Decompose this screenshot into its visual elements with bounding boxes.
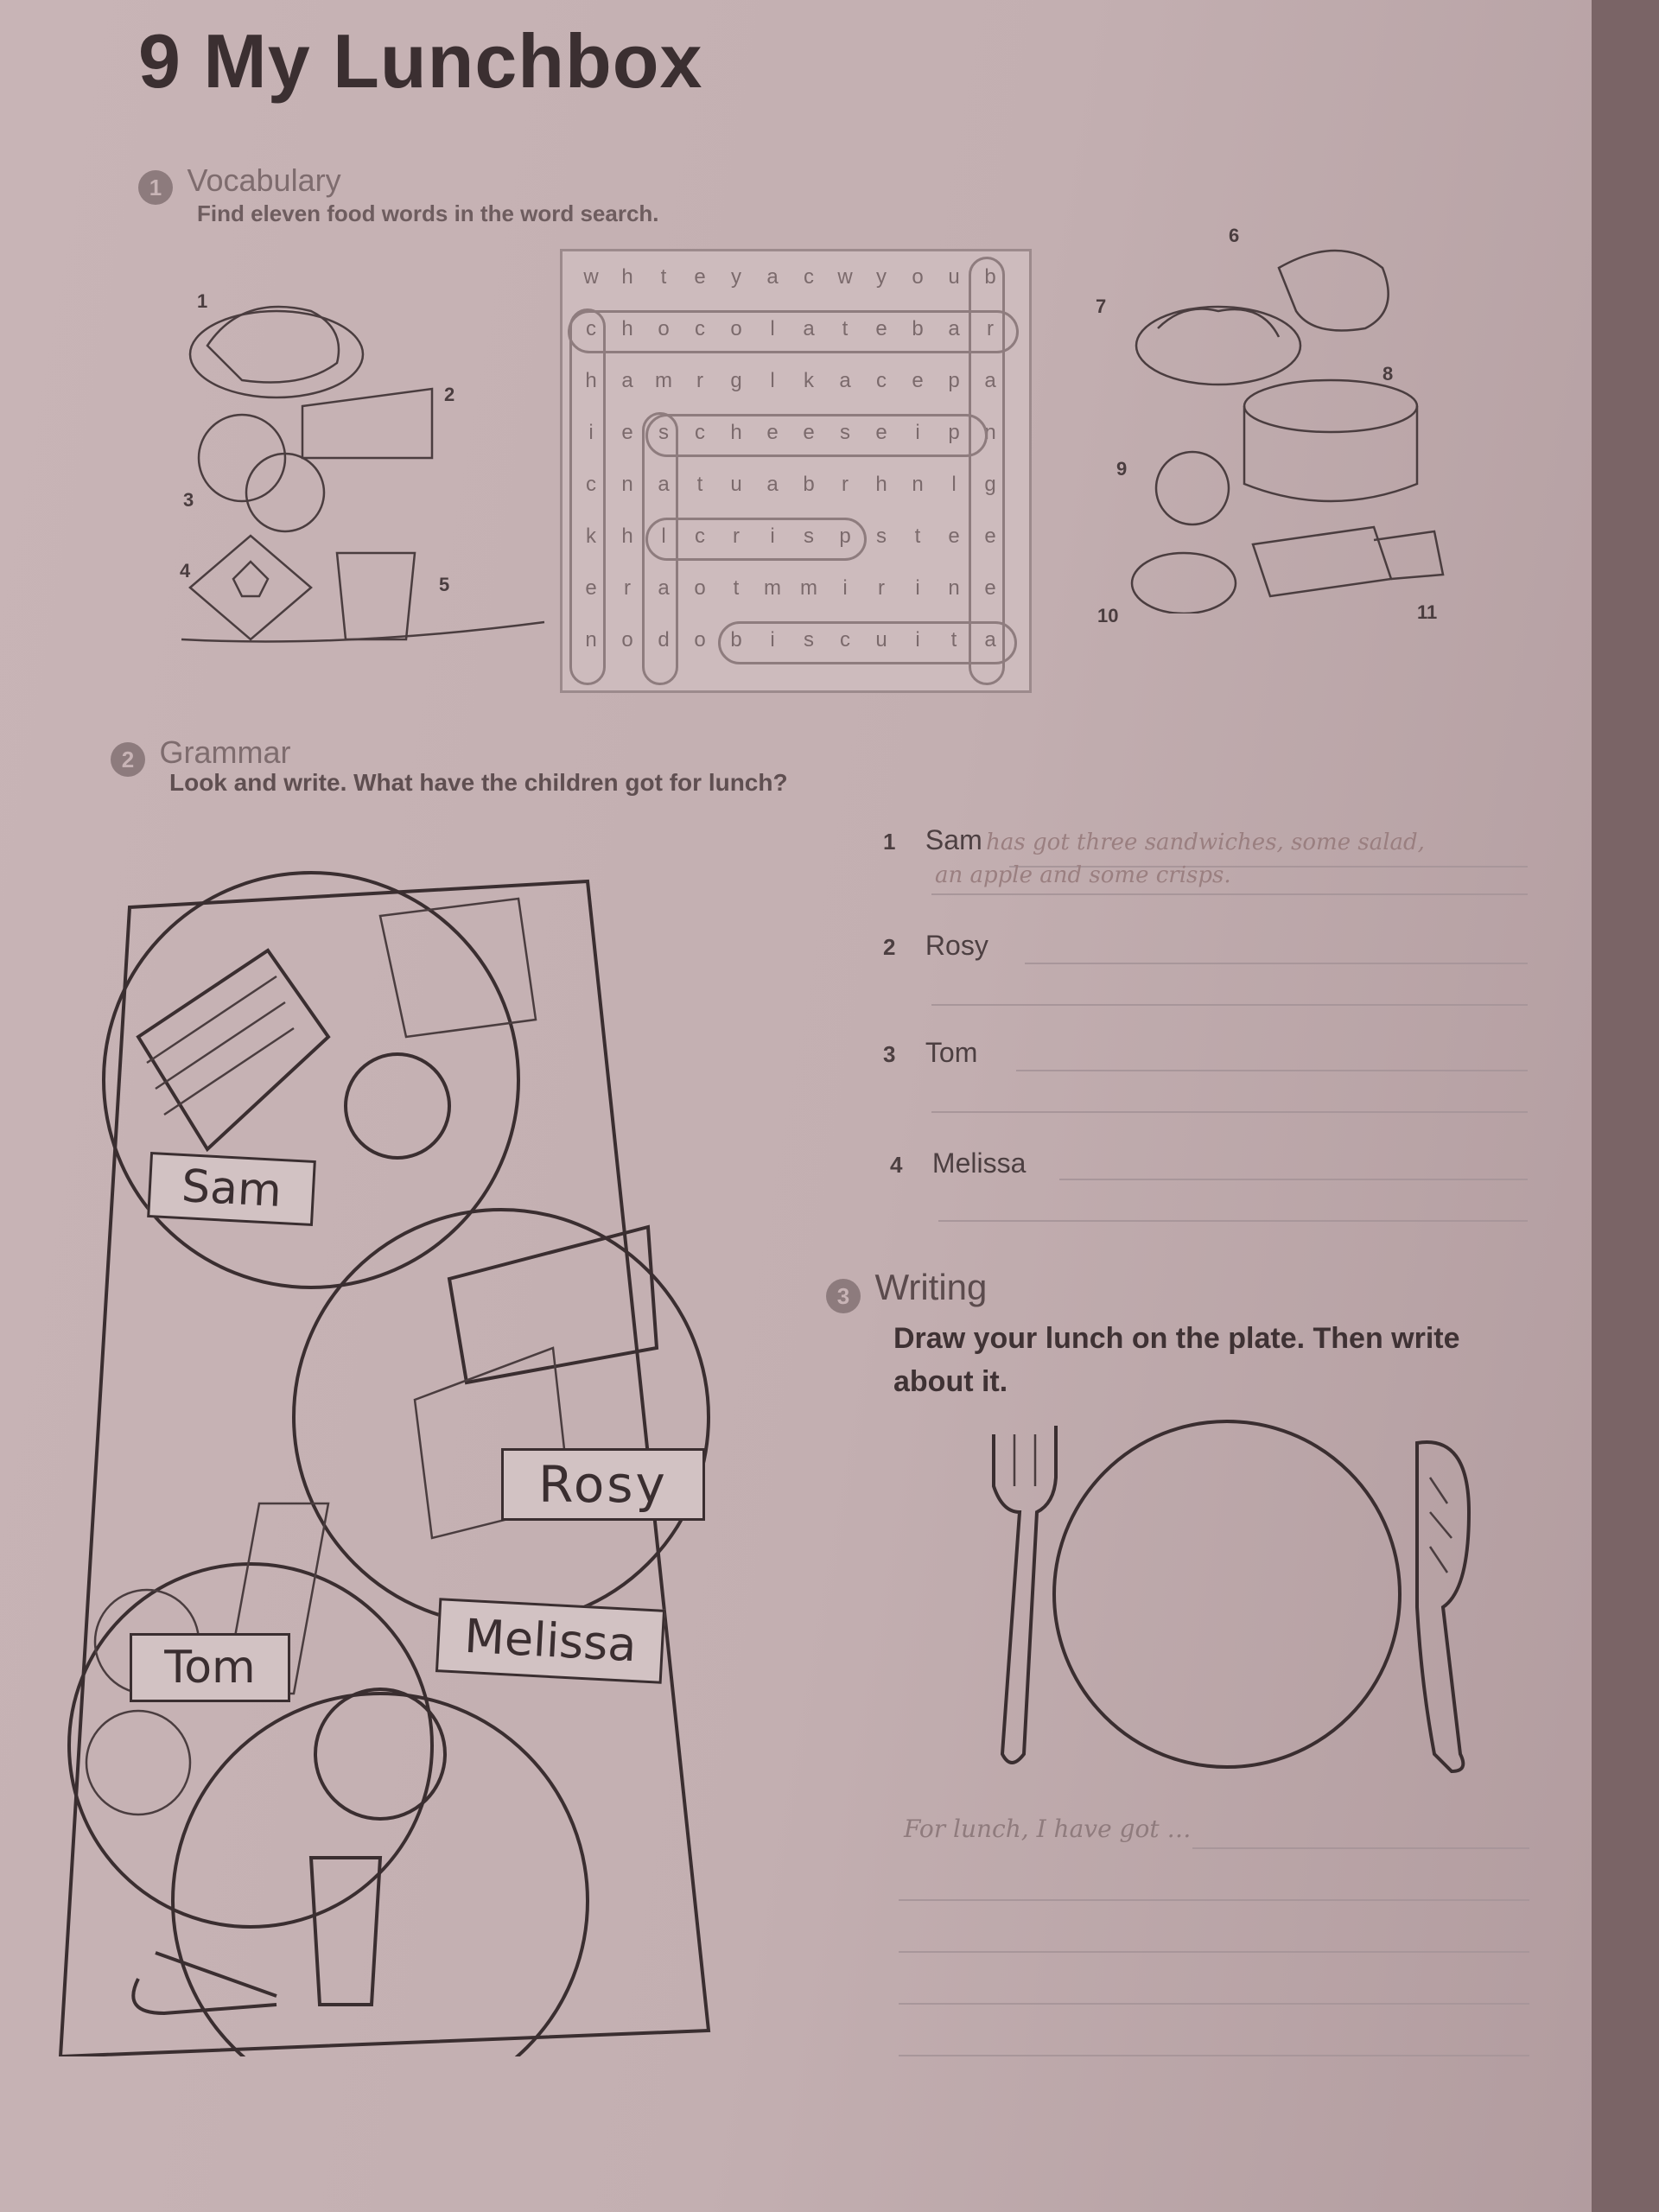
- food-number-3: 3: [183, 489, 194, 511]
- ws-cell: o: [912, 265, 924, 289]
- ws-cell: p: [948, 421, 960, 444]
- food-number-2: 2: [444, 384, 455, 405]
- ws-cell: b: [984, 265, 996, 289]
- ws-cell: a: [766, 265, 779, 289]
- grammar-instruction: Look and write. What have the children got for lunch?: [169, 769, 788, 796]
- ws-cell: c: [695, 421, 705, 444]
- food-illustration-left: [173, 276, 553, 674]
- ws-cell: e: [912, 369, 924, 392]
- ws-cell: r: [696, 369, 703, 392]
- handwritten-answer: has got three sandwiches, some salad,: [986, 830, 1425, 855]
- ws-cell: p: [839, 524, 851, 548]
- grammar-item-3: [883, 1037, 977, 1069]
- found-word-circle: [645, 414, 988, 457]
- item-number: 4: [890, 1152, 903, 1178]
- ws-cell: a: [658, 576, 670, 600]
- ws-cell: b: [912, 317, 924, 340]
- ws-cell: o: [621, 628, 633, 652]
- ws-cell: l: [770, 369, 775, 392]
- ws-cell: c: [876, 369, 887, 392]
- ws-cell: y: [876, 265, 887, 289]
- ws-cell: t: [914, 524, 921, 548]
- item-number: 2: [883, 934, 896, 960]
- ws-cell: h: [621, 524, 633, 548]
- writing-line[interactable]: [899, 2055, 1529, 2056]
- ws-cell: c: [586, 473, 596, 496]
- answer-line[interactable]: [1025, 963, 1528, 964]
- ws-cell: a: [984, 369, 996, 392]
- writing-line[interactable]: [899, 1899, 1529, 1901]
- ws-cell: h: [730, 421, 742, 444]
- ws-cell: m: [764, 576, 781, 600]
- ws-cell: r: [987, 317, 994, 340]
- ws-cell: n: [948, 576, 960, 600]
- unit-title: 9 My Lunchbox: [138, 18, 703, 104]
- word-search-grid: [560, 249, 1032, 693]
- ws-cell: e: [984, 576, 996, 600]
- ws-cell: t: [733, 576, 740, 600]
- writing-line[interactable]: [899, 2003, 1529, 2005]
- ws-cell: e: [766, 421, 779, 444]
- ws-cell: a: [658, 473, 670, 496]
- ws-cell: n: [912, 473, 924, 496]
- ws-cell: s: [804, 628, 814, 652]
- found-word-circle: [569, 308, 606, 685]
- item-name: Melissa: [931, 1147, 1027, 1179]
- writing-instruction-line1: Draw your lunch on the plate. Then write: [893, 1322, 1460, 1355]
- item-number: 1: [883, 829, 896, 855]
- ws-cell: r: [624, 576, 631, 600]
- ws-cell: e: [585, 576, 597, 600]
- ws-cell: l: [661, 524, 666, 548]
- ws-cell: e: [875, 421, 887, 444]
- food-number-6: 6: [1229, 225, 1240, 246]
- ws-row: [563, 563, 1029, 614]
- ws-cell: h: [621, 265, 633, 289]
- ws-cell: g: [730, 369, 742, 392]
- answer-line[interactable]: [931, 1111, 1528, 1113]
- ws-cell: y: [731, 265, 741, 289]
- item-number: 3: [883, 1041, 896, 1067]
- found-word-circle: [645, 518, 867, 561]
- ws-cell: c: [695, 524, 705, 548]
- ws-cell: o: [694, 628, 706, 652]
- grammar-title: Grammar: [159, 734, 291, 770]
- ws-cell: s: [804, 524, 814, 548]
- ws-cell: s: [876, 524, 887, 548]
- grammar-item-1: [883, 824, 1425, 856]
- section-badge-3: 3: [826, 1279, 861, 1313]
- vocabulary-heading: [138, 162, 341, 205]
- ws-cell: w: [837, 265, 853, 289]
- ws-cell: k: [586, 524, 596, 548]
- ws-cell: u: [875, 628, 887, 652]
- found-word-circle: [969, 257, 1005, 685]
- ws-cell: e: [694, 265, 706, 289]
- vocabulary-title: Vocabulary: [187, 162, 341, 198]
- food-illustration-right: [1123, 233, 1452, 613]
- grammar-item-4: [890, 1147, 1026, 1179]
- grammar-item-2: [883, 930, 988, 962]
- ws-cell: o: [730, 317, 742, 340]
- ws-cell: s: [658, 421, 669, 444]
- ws-row: [563, 459, 1029, 511]
- ws-cell: r: [842, 473, 849, 496]
- ws-cell: b: [803, 473, 815, 496]
- ws-cell: m: [800, 576, 817, 600]
- name-card-rosy: Rosy: [501, 1448, 705, 1521]
- answer-line[interactable]: [1059, 1179, 1528, 1180]
- ws-cell: a: [839, 369, 851, 392]
- ws-cell: t: [696, 473, 703, 496]
- ws-cell: b: [730, 628, 742, 652]
- ws-cell: a: [621, 369, 633, 392]
- ws-cell: t: [660, 265, 667, 289]
- ws-cell: p: [948, 369, 960, 392]
- ws-cell: c: [586, 317, 596, 340]
- ws-cell: a: [984, 628, 996, 652]
- ws-cell: g: [984, 473, 996, 496]
- ws-cell: i: [915, 421, 920, 444]
- ws-cell: e: [621, 421, 633, 444]
- ws-cell: e: [948, 524, 960, 548]
- ws-row: [563, 251, 1029, 303]
- ws-cell: w: [583, 265, 599, 289]
- food-number-8: 8: [1382, 363, 1394, 385]
- ws-cell: k: [804, 369, 814, 392]
- ws-cell: o: [694, 576, 706, 600]
- ws-cell: n: [621, 473, 633, 496]
- writing-title: Writing: [874, 1267, 988, 1307]
- plate-drawing: [950, 1408, 1503, 1780]
- writing-prompt: For lunch, I have got …: [904, 1815, 1192, 1843]
- vocabulary-instruction: Find eleven food words in the word search.: [197, 200, 659, 226]
- ws-cell: e: [803, 421, 815, 444]
- ws-cell: t: [950, 628, 957, 652]
- found-word-circle: [568, 310, 1019, 353]
- ws-cell: s: [840, 421, 850, 444]
- food-number-4: 4: [180, 560, 191, 582]
- item-name: Rosy: [925, 930, 988, 961]
- ws-cell: u: [730, 473, 742, 496]
- ws-cell: u: [948, 265, 960, 289]
- handwritten-answer-cont: an apple and some crisps.: [935, 862, 1231, 888]
- section-badge-2: 2: [111, 742, 145, 777]
- food-number-5: 5: [439, 574, 450, 595]
- ws-cell: a: [803, 317, 815, 340]
- ws-cell: i: [588, 421, 594, 444]
- section-badge-1: 1: [138, 170, 173, 205]
- answer-line[interactable]: [931, 1004, 1528, 1006]
- ws-cell: i: [770, 628, 775, 652]
- ws-cell: l: [951, 473, 957, 496]
- name-card-sam: Sam: [147, 1152, 316, 1226]
- ws-cell: c: [804, 265, 814, 289]
- ws-cell: e: [875, 317, 887, 340]
- food-number-7: 7: [1096, 296, 1107, 317]
- ws-cell: r: [878, 576, 885, 600]
- writing-instruction: [893, 1317, 1460, 1403]
- food-number-1: 1: [197, 290, 208, 312]
- writing-heading: [826, 1267, 987, 1313]
- answer-line[interactable]: [938, 1220, 1528, 1222]
- ws-cell: l: [770, 317, 775, 340]
- answer-line[interactable]: [1016, 1070, 1528, 1071]
- ws-cell: a: [948, 317, 960, 340]
- writing-instruction-line2: about it.: [893, 1365, 1008, 1398]
- ws-row: [563, 355, 1029, 407]
- item-name: Tom: [925, 1037, 978, 1068]
- ws-cell: m: [655, 369, 672, 392]
- ws-cell: t: [842, 317, 849, 340]
- ws-cell: h: [621, 317, 633, 340]
- name-card-tom: Tom: [130, 1633, 290, 1702]
- food-number-11: 11: [1417, 601, 1438, 623]
- food-number-10: 10: [1097, 605, 1119, 626]
- ws-cell: h: [585, 369, 597, 392]
- food-number-9: 9: [1116, 458, 1128, 480]
- ws-cell: c: [695, 317, 705, 340]
- found-word-circle: [642, 412, 678, 685]
- ws-cell: h: [875, 473, 887, 496]
- ws-cell: o: [658, 317, 670, 340]
- ws-cell: i: [915, 628, 920, 652]
- answer-line[interactable]: [931, 893, 1528, 895]
- ws-cell: c: [840, 628, 850, 652]
- name-card-melissa: Melissa: [435, 1598, 665, 1684]
- ws-cell: i: [842, 576, 848, 600]
- writing-line[interactable]: [1192, 1847, 1529, 1849]
- writing-line[interactable]: [899, 1951, 1529, 1953]
- ws-cell: d: [658, 628, 670, 652]
- ws-cell: a: [766, 473, 779, 496]
- ws-cell: e: [984, 524, 996, 548]
- ws-cell: r: [733, 524, 740, 548]
- ws-cell: i: [770, 524, 775, 548]
- ws-cell: i: [915, 576, 920, 600]
- ws-cell: n: [585, 628, 597, 652]
- ws-cell: n: [984, 421, 996, 444]
- item-name: Sam: [925, 824, 982, 855]
